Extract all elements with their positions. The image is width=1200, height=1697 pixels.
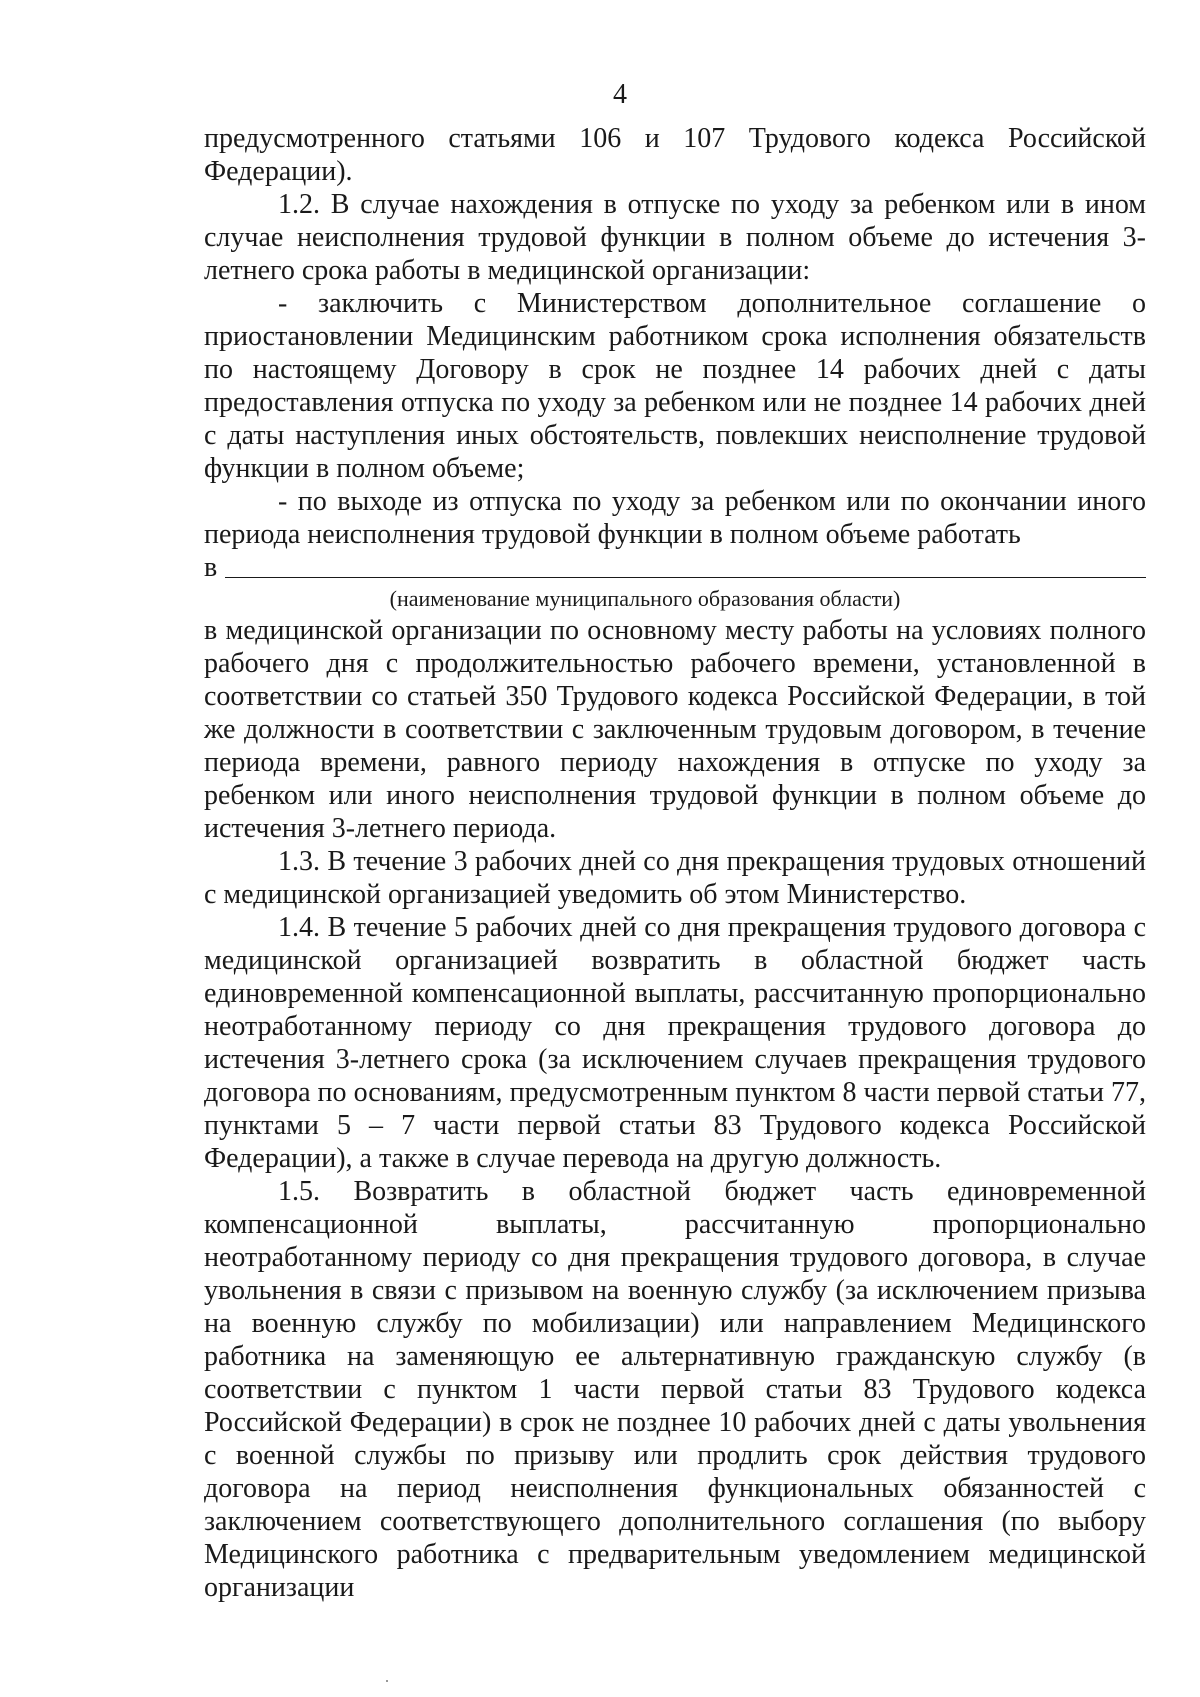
paragraph-1-5: 1.5. Возвратить в областной бюджет часть единовременной компенсационной выплаты, рассчитанную пропорционально неотработанному периоду со дня прекращения трудового договора, в случае увольнения в связи с призывом на военную службу (за исключением призыва на военную службу по мобилизации) или направлением Медицинского работника на заменяющую ее альтернативную гражданскую службу (в соответствии с пунктом 1 части первой статьи 83 Трудового кодекса Российской Федерации) в срок не позднее 10 рабочих дней с даты увольнения с военной службы по призыву или продлить срок действия трудового договора на период неисполнения функциональных обязанностей с заключением соответствующего дополнительного соглашения (по выбору Медицинского работника с предварительным уведомлением медицинской организации	[204, 1176, 1146, 1603]
paragraph-1-2-continuation: в медицинской организации по основному месту работы на условиях полного рабочего дня с продолжительностью рабочего времени, установленной в соответствии со статьей 350 Трудового кодекса Российской Федерации, в той же должности в соответствии с заключенным трудовым договором, в течение периода времени, равного периоду нахождения в отпуске по уходу за ребенком или иного неисполнения трудовой функции в полном объеме до истечения 3-летнего периода.	[204, 615, 1146, 844]
page-number: 4	[613, 79, 627, 110]
fill-in-blank-line	[225, 577, 1146, 578]
paragraph-continuation: предусмотренного статьями 106 и 107 Трудового кодекса Российской Федерации).	[204, 123, 1146, 187]
paragraph-1-2-item-agreement: - заключить с Министерством дополнительное соглашение о приостановлении Медицинским работником срока исполнения обязательств по настоящему Договору в срок не позднее 14 рабочих дней с даты предоставления отпуска по уходу за ребенком или не позднее 14 рабочих дней с даты наступления иных обстоятельств, повлекших неисполнение трудовой функции в полном объеме;	[204, 288, 1146, 484]
paragraph-1-3: 1.3. В течение 3 рабочих дней со дня прекращения трудовых отношений с медицинской организацией уведомить об этом Министерство.	[204, 846, 1146, 910]
fill-in-caption: (наименование муниципального образования области)	[389, 586, 901, 611]
paragraph-1-2-item-return: - по выходе из отпуска по уходу за ребенком или по окончании иного периода неисполнения трудовой функции в полном объеме работать	[204, 486, 1146, 550]
scan-speck	[386, 1680, 388, 1682]
fill-in-prefix: в	[204, 552, 218, 583]
paragraph-1-4: 1.4. В течение 5 рабочих дней со дня прекращения трудового договора с медицинской организацией возвратить в областной бюджет часть единовременной компенсационной выплаты, рассчитанную пропорционально неотработанному периоду со дня прекращения трудового договора до истечения 3-летнего срока (за исключением случаев прекращения трудового договора по основаниям, предусмотренным пунктом 8 части первой статьи 77, пунктами 5 – 7 части первой статьи 83 Трудового кодекса Российской Федерации), а также в случае перевода на другую должность.	[204, 912, 1146, 1174]
document-body	[204, 122, 1146, 1604]
municipality-fill-in-row	[204, 551, 1146, 584]
paragraph-1-2: 1.2. В случае нахождения в отпуске по уходу за ребенком или в ином случае неисполнения трудовой функции в полном объеме до истечения 3-летнего срока работы в медицинской организации:	[204, 189, 1146, 286]
